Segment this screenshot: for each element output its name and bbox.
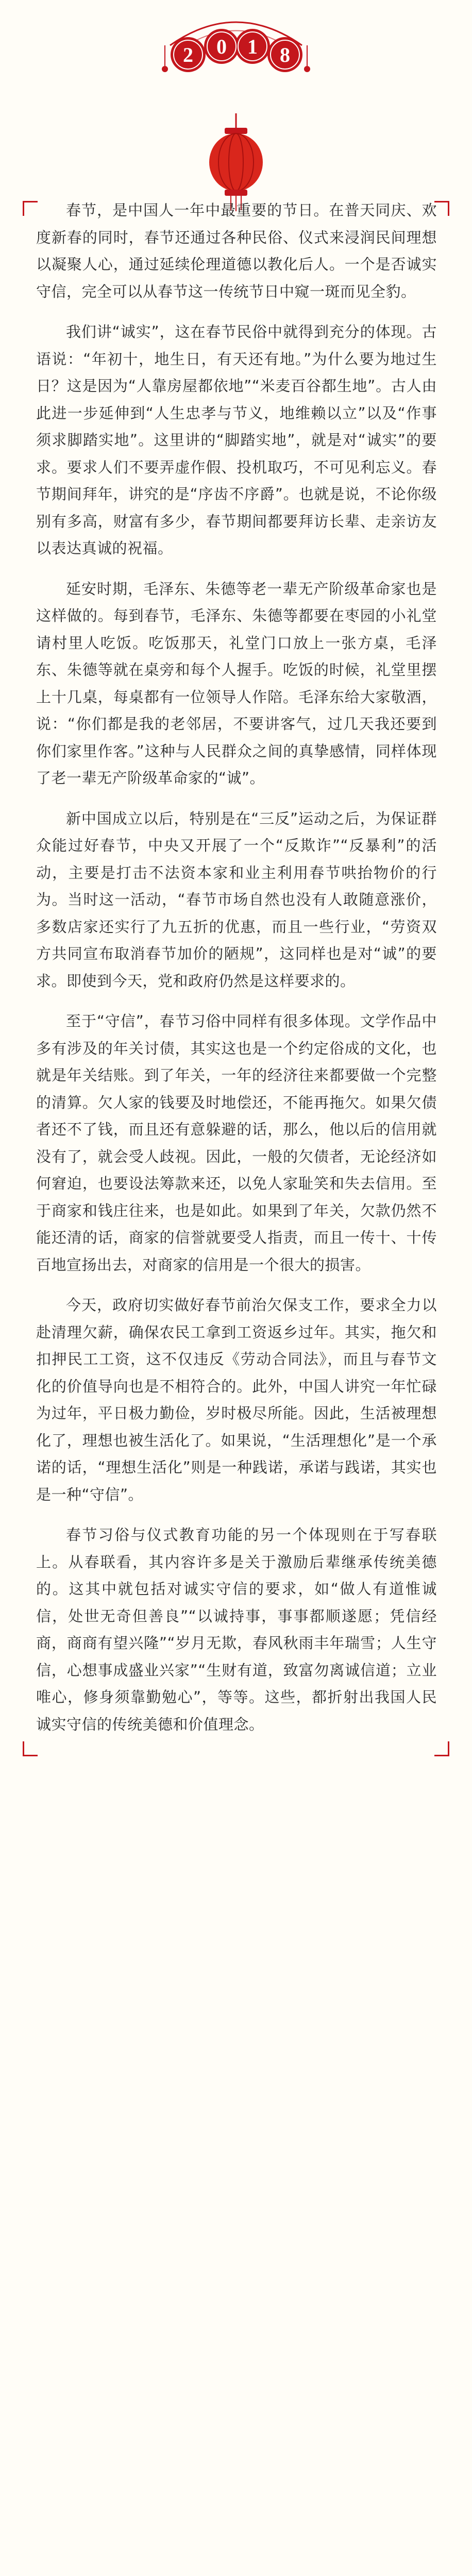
year-digit-1: 2 (183, 43, 193, 66)
year-digit-3: 1 (247, 35, 258, 58)
frame-corner-bottom-left (23, 1741, 38, 1756)
paragraph-3: 延安时期，毛泽东、朱德等老一辈无产阶级革命家也是这样做的。每到春节，毛泽东、朱德等都要在枣园的小礼堂请村里人吃饭。吃饭那天，礼堂门口放上一张方桌，毛泽东、朱德等就在桌旁和每个人握手。吃饭的时候，礼堂里摆上十几桌，每桌都有一位领导人作陪。毛泽东给大家敬酒，说：“你们都是我的老邻居，不要讲客气，过几天我还要到你们家里作客。”这种与人民群众之间的真挚感情，同样体现了老一辈无产阶级革命家的“诚”。 (36, 580, 437, 787)
paragraph-5: 至于“守信”，春节习俗中同样有很多体现。文学作品中多有涉及的年关讨债，其实这也是一个约定俗成的文化，也就是年关结账。到了年关，一年的经济往来都要做一个完整的清算。欠人家的钱要及时地偿还，不能再拖欠。如果欠债者还不了钱，而且还有意躲避的话，那么，他以后的信用就没有了，就会受人歧视。因此，一般的欠债者，无论经济如何窘迫，也要设法筹款来还，以免人家耻笑和失去信用。至于商家和钱庄往来，也是如此。如果到了年关，欠款仍然不能还清的话，商家的信誉就要受人指责，而且一传十、十传百地宣扬出去，对商家的信用是一个很大的损害。 (36, 1012, 437, 1274)
article-text (36, 197, 437, 1751)
frame-corner-top-left (23, 201, 38, 216)
year-digit-2: 0 (216, 35, 227, 58)
header (0, 0, 472, 129)
paragraph-1: 春节，是中国人一年中最重要的节日。在普天同庆、欢度新春的同时，春节还通过各种民俗、仪式来浸润民间理想以凝聚人心，通过延续伦理道德以教化后人。一个是否诚实守信，完全可以从春节这一传统节日中窥一斑而见全豹。 (36, 201, 437, 300)
paragraph-4: 新中国成立以后，特别是在“三反”运动之后，为保证群众能过好春节，中央又开展了一个“反欺诈”“反暴利”的活动，主要是打击不法资本家和业主利用春节哄抬物价的行为。当时这一活动，“春节市场自然也没有人敢随意涨价，多数店家还实行了九五折的优惠，而且一些行业，“劳资双方共同宣布取消春节加价的陋规”，这同样也是对“诚”的要求。即使到今天，党和政府仍然是这样要求的。 (36, 809, 437, 990)
paragraph-6: 今天，政府切实做好春节前治欠保支工作，要求全力以赴清理欠薪，确保农民工拿到工资返乡过年。其实，拖欠和扣押民工工资，这不仅违反《劳动合同法》，而且与春节文化的价值导向也是不相符合的。此外，中国人讲究一年忙碌为过年，平日极力勤俭，岁时极尽所能。因此，生活被理想化了，理想也被生活化了。如果说，“生活理想化”是一个承诺的话，“理想生活化”则是一种践诺，承诺与践诺，其实也是一种“守信”。 (36, 1296, 437, 1503)
paragraph-7: 春节习俗与仪式教育功能的另一个体现则在于写春联上。从春联看，其内容许多是关于激励后辈继承传统美德的。这其中就包括对诚实守信的要求，如“做人有道惟诚信，处世无奇但善良”“以诚持事，事事都顺遂愿；凭信经商，商商有望兴隆”“岁月无欺，春风秋雨丰年瑞雪；人生守信，心想事成盛业兴家”“生财有道，致富勿离诚信道；立业唯心，修身须靠勤勉心”，等等。这些，都折射出我国人民诚实守信的传统美德和价值理念。 (36, 1526, 437, 1733)
year-digit-4: 8 (280, 43, 290, 66)
year-2018-badge-icon (149, 9, 323, 81)
paragraph-2: 我们讲“诚实”，这在春节民俗中就得到充分的体现。古语说：“年初十，地生日，有天还有地。”为什么要为地过生日？这是因为“人靠房屋都依地”“米麦百谷都生地”。古人由此进一步延伸到“人生忠孝与节义，地维赖以立”以及“作事须求脚踏实地”。这里讲的“脚踏实地”，就是对“诚实”的要求。要求人们不要弄虚作假、投机取巧，不可见利忘义。春节期间拜年，讲究的是“序齿不序爵”。也就是说，不论你级别有多高，财富有多少，春节期间都要拜访长辈、走亲访友以表达真诚的祝福。 (36, 323, 437, 557)
